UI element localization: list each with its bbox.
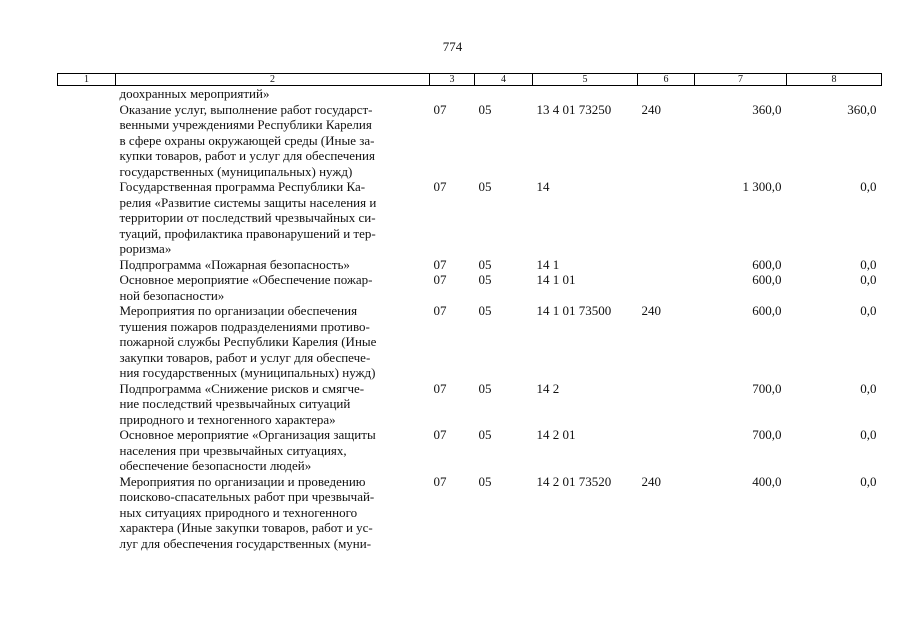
section-code-cell: 07	[433, 427, 447, 442]
target-article-cell: 14 2 01	[536, 427, 576, 442]
amount-year2-cell: 0,0	[860, 473, 877, 489]
expense-type-cell: 240	[641, 473, 661, 489]
amount-year2-cell	[787, 86, 882, 102]
expense-type-cell	[638, 427, 695, 474]
item-name-cell: доохранных мероприятий»	[119, 86, 270, 101]
column-header: 3	[430, 74, 475, 86]
row-number-cell	[58, 179, 116, 257]
table-row	[58, 474, 882, 552]
amount-year2-cell: 0,0	[860, 303, 877, 318]
table-row	[58, 272, 882, 303]
subsection-code-cell	[475, 86, 533, 102]
section-code-cell: 07	[433, 272, 447, 287]
table-row	[58, 86, 882, 102]
target-article-cell: 14 1 01	[536, 272, 576, 287]
table-header-row	[58, 74, 882, 86]
table-row	[58, 381, 882, 428]
table-row	[58, 257, 882, 273]
item-name-cell: Государственная программа Республики Ка- релия «Развитие системы защиты населения и территории от последствий чрезвычайных си- туаций, профилактика правонарушений и тер- роризма»	[119, 179, 377, 256]
column-header: 5	[533, 74, 638, 86]
subsection-code-cell: 05	[478, 380, 492, 396]
target-article-cell: 14 2 01 73520	[536, 473, 612, 489]
target-article-cell	[533, 86, 638, 102]
amount-year2-cell: 0,0	[860, 179, 877, 194]
subsection-code-cell: 05	[478, 179, 492, 194]
item-name-cell: Основное мероприятие «Организация защиты населения при чрезвычайных ситуациях, обеспечение безопасности людей»	[119, 427, 376, 473]
table-row	[58, 303, 882, 381]
expense-type-cell: 240	[641, 303, 661, 318]
row-number-cell	[58, 102, 116, 180]
expense-type-cell	[638, 179, 695, 257]
subsection-code-cell: 05	[478, 101, 492, 117]
budget-table	[57, 73, 882, 551]
item-name-cell: Подпрограмма «Пожарная безопасность»	[119, 256, 350, 272]
amount-year1-cell: 600,0	[752, 272, 782, 287]
subsection-code-cell: 05	[478, 272, 492, 287]
row-number-cell	[58, 427, 116, 474]
section-code-cell: 07	[433, 303, 447, 318]
item-name-cell: Подпрограмма «Снижение рисков и смягче- ние последствий чрезвычайных ситуаций природного и техногенного характера»	[119, 380, 365, 427]
column-header: 7	[695, 74, 787, 86]
column-header: 4	[475, 74, 533, 86]
section-code-cell: 07	[433, 256, 447, 272]
subsection-code-cell: 05	[478, 256, 492, 272]
target-article-cell: 14 1	[536, 256, 560, 272]
column-header: 6	[638, 74, 695, 86]
section-code-cell: 07	[433, 101, 447, 117]
expense-type-cell: 240	[641, 101, 661, 117]
table-row	[58, 102, 882, 180]
row-number-cell	[58, 381, 116, 428]
expense-type-cell	[638, 381, 695, 428]
section-code-cell: 07	[433, 179, 447, 194]
amount-year1-cell	[695, 86, 787, 102]
row-number-cell	[58, 272, 116, 303]
subsection-code-cell: 05	[478, 473, 492, 489]
target-article-cell: 14 1 01 73500	[536, 303, 612, 318]
row-number-cell	[58, 303, 116, 381]
column-header: 8	[787, 74, 882, 86]
expense-type-cell	[638, 86, 695, 102]
subsection-code-cell: 05	[478, 303, 492, 318]
item-name-cell: Оказание услуг, выполнение работ государст- венными учреждениями Республики Карелия в сфере охраны окружающей среды (Иные за- купки товаров, работ и услуг для обеспечения государственных (муниципальных) нужд)	[119, 101, 375, 179]
row-number-cell	[58, 86, 116, 102]
amount-year1-cell: 700,0	[752, 380, 782, 396]
target-article-cell: 13 4 01 73250	[536, 101, 612, 117]
amount-year2-cell: 360,0	[847, 101, 877, 117]
column-header: 2	[116, 74, 430, 86]
amount-year1-cell: 600,0	[752, 256, 782, 272]
target-article-cell: 14	[536, 179, 550, 194]
amount-year1-cell: 600,0	[752, 303, 782, 318]
amount-year2-cell: 0,0	[860, 272, 877, 287]
amount-year2-cell: 0,0	[860, 380, 877, 396]
section-code-cell: 07	[433, 380, 447, 396]
table-row	[58, 179, 882, 257]
amount-year1-cell: 700,0	[752, 427, 782, 442]
amount-year1-cell: 1 300,0	[742, 179, 782, 194]
section-code-cell: 07	[433, 473, 447, 489]
amount-year2-cell: 0,0	[860, 427, 877, 442]
amount-year1-cell: 400,0	[752, 473, 782, 489]
expense-type-cell	[638, 257, 695, 273]
expense-type-cell	[638, 272, 695, 303]
subsection-code-cell: 05	[478, 427, 492, 442]
page-number: 774	[442, 39, 463, 54]
section-code-cell	[430, 86, 475, 102]
item-name-cell: Мероприятия по организации и проведению поисково-спасательных работ при чрезвычай- ных ситуациях природного и техногенного характера (Иные закупки товаров, работ и ус- луг для обеспечения государственных (муни-	[119, 473, 375, 551]
item-name-cell: Мероприятия по организации обеспечения тушения пожаров подразделениями противо- пожарной службы Республики Карелия (Иные закупки товаров, работ и услуг для обеспече- ния государственных (муниципальных) нужд)	[119, 303, 377, 380]
amount-year2-cell: 0,0	[860, 256, 877, 272]
column-header: 1	[58, 74, 116, 86]
row-number-cell	[58, 257, 116, 273]
target-article-cell: 14 2	[536, 380, 560, 396]
row-number-cell	[58, 474, 116, 552]
table-body	[58, 86, 882, 552]
amount-year1-cell: 360,0	[752, 101, 782, 117]
table-row	[58, 427, 882, 474]
item-name-cell: Основное мероприятие «Обеспечение пожар- ной безопасности»	[119, 272, 373, 303]
